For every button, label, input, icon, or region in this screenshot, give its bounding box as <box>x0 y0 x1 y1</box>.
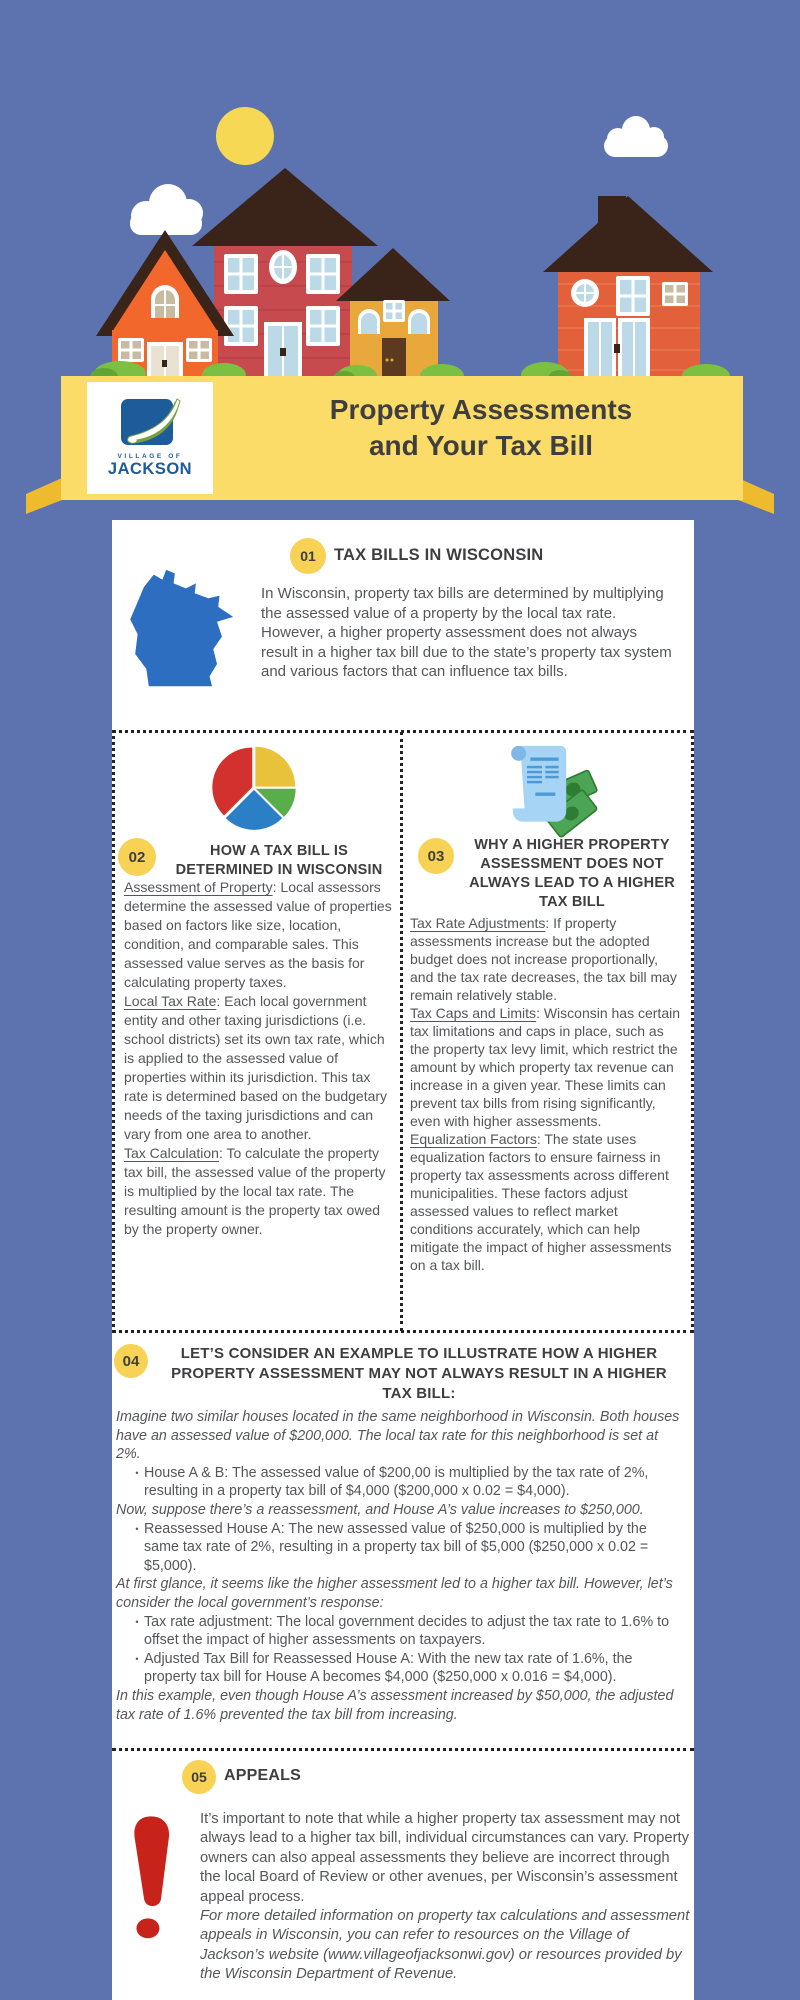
bullet-text: Tax rate adjustment: The local government decides to adjust the tax rate to 1.6% to offset the impact of higher assessments on taxpayers. <box>144 1613 670 1649</box>
tax-document-money-icon <box>502 740 602 840</box>
page-title-line1: Property Assessments <box>329 394 633 425</box>
bullet-text: Reassessed House A: The new assessed value of $250,000 is multiplied by the same tax rate of 2%, resulting in a property tax bill of $5,000 ($250,000 x 0.02 = $5,000). <box>144 1520 649 1574</box>
underlined-term: Assessment of Property <box>124 879 273 895</box>
village-of-jackson-logo <box>87 382 213 494</box>
bullet-item <box>116 1520 682 1576</box>
section-number-badge: 02 <box>118 838 156 876</box>
bullet-text: Adjusted Tax Bill for Reassessed House A: With the new tax rate of 1.6%, the property tax bill for House A becomes $4,000 ($250,000 x 0.016 = $4,000). <box>144 1650 633 1686</box>
narrative-line: At first glance, it seems like the higher assessment led to a higher tax bill. However, let’s consider the local government’s response: <box>116 1576 673 1611</box>
bullet-dot: • <box>135 1467 139 1478</box>
definition-item: Local Tax Rate: Each local government entity and other taxing jurisdictions (i.e. school districts) set its own tax rate, which is applied to the assessed value of properties within its jurisdiction. This tax rate is determined based on the budgetary needs of the taxing jurisdictions and can vary from one area to another. <box>124 993 388 1142</box>
section1-title: TAX BILLS IN WISCONSIN <box>334 546 544 564</box>
pie-chart-icon <box>208 742 300 834</box>
definition-item: Assessment of Property: Local assessors determine the assessed value of properties based on factors like size, location, condition, and comparable sales. This assessed value serves as the basis for calculating property taxes. <box>124 879 392 990</box>
underlined-term: Tax Rate Adjustments <box>410 915 546 931</box>
section4-body <box>116 1408 682 1724</box>
section3-body <box>410 914 682 1274</box>
definition-item: Equalization Factors: The state uses equalization factors to ensure fairness in property tax assessments across different municipalities. These factors adjust assessed values to reflect market conditions accurately, which can help mitigate the impact of higher assessments on a tax bill. <box>410 1131 672 1273</box>
logo-village-of-text: VILLAGE OF <box>117 452 183 460</box>
cloud-icon <box>130 184 203 235</box>
bullet-item <box>116 1613 682 1650</box>
section3-title: WHY A HIGHER PROPERTY ASSESSMENT DOES NOT ALWAYS LEAD TO A HIGHER TAX BILL <box>469 837 675 910</box>
section5-body <box>200 1810 690 1985</box>
section2-body <box>124 878 392 1239</box>
bullet-dot: • <box>135 1653 139 1664</box>
narrative-line: Imagine two similar houses located in the same neighborhood in Wisconsin. Both houses have an assessed value of $200,000. The local tax rate for this neighborhood is set at 2%. <box>116 1409 680 1463</box>
bullet-dot: • <box>135 1616 139 1627</box>
section-number-badge: 03 <box>418 838 454 874</box>
bullet-dot: • <box>135 1523 139 1534</box>
section-number-badge: 01 <box>290 538 326 574</box>
dotted-separator <box>112 1748 694 1751</box>
yellow-house <box>336 248 450 380</box>
bullet-item <box>116 1464 682 1501</box>
narrative-line: In this example, even though House A’s assessment increased by $50,000, the adjusted tax rate of 1.6% prevented the tax bill from increasing. <box>116 1687 674 1723</box>
section4-title: LET’S CONSIDER AN EXAMPLE TO ILLUSTRATE HOW A HIGHER PROPERTY ASSESSMENT MAY NOT ALWAYS RESULT IN A HIGHER TAX BILL: <box>171 1345 667 1402</box>
definition-item: Tax Rate Adjustments: If property assessments increase but the adopted budget does not increase proportionally, and the tax rate decreases, the tax bill may remain relatively stable. <box>410 915 677 1003</box>
brick-house <box>543 196 713 380</box>
narrative-line: Now, suppose there’s a reassessment, and House A’s value increases to $250,000. <box>116 1501 644 1518</box>
underlined-term: Tax Calculation <box>124 1145 219 1161</box>
underlined-term: Tax Caps and Limits <box>410 1005 537 1021</box>
underlined-term: Equalization Factors <box>410 1131 537 1147</box>
title-banner <box>61 376 743 500</box>
content-card <box>112 520 694 2000</box>
section5-italic-note: For more detailed information on property tax calculations and assessment appeals in Wisconsin, you can refer to resources on the Village of Jackson’s website (www.villageofjacksonwi.gov) or resources provided by the Wisconsin Department of Revenue. <box>200 1908 690 1983</box>
definition-item: Tax Calculation: To calculate the property tax bill, the assessed value of the property is multiplied by the local tax rate. The resulting amount is the property tax owed by the property owner. <box>124 1145 386 1237</box>
logo-jackson-text: JACKSON <box>107 459 193 478</box>
bullet-text: House A & B: The assessed value of $200,00 is multiplied by the tax rate of 2%, resulting in a property tax bill of $4,000 ($200,000 x 0.02 = $4,000). <box>144 1464 649 1500</box>
page-title <box>231 392 731 464</box>
jackson-logo-icon <box>117 398 183 450</box>
sun-icon <box>216 107 274 165</box>
houses-illustration <box>0 0 800 380</box>
page-title-line2: and Your Tax Bill <box>368 430 594 461</box>
section5-title: APPEALS <box>224 1767 301 1784</box>
section2-title: HOW A TAX BILL IS DETERMINED IN WISCONSIN <box>175 843 383 878</box>
definition-item: Tax Caps and Limits: Wisconsin has certain tax limitations and caps in place, such as the property tax levy limit, which restrict the amount by which property tax revenue can increase in a given year. These limits can prevent tax bills from rising significantly, even with higher assessments. <box>410 1005 681 1129</box>
dotted-divider <box>400 732 403 1331</box>
section-number-badge: 04 <box>114 1344 148 1378</box>
wisconsin-map-icon <box>124 550 248 706</box>
orange-house <box>96 230 234 380</box>
cloud-icon <box>604 116 668 157</box>
bullet-item <box>116 1650 682 1687</box>
exclamation-icon <box>128 1814 174 1946</box>
underlined-term: Local Tax Rate <box>124 993 217 1009</box>
section5-paragraph: It’s important to note that while a higher property tax assessment may not always lead to a higher tax bill, individual circumstances can vary. Property owners can also appeal assessments they believe are incorrect through the local Board of Review or other avenues, per Wisconsin’s assessment appeal process. <box>200 1811 690 1905</box>
section-number-badge: 05 <box>182 1760 216 1794</box>
section1-body: In Wisconsin, property tax bills are determined by multiplying the assessed value of a property by the local tax rate. However, a higher property assessment does not always result in a higher tax bill due to the state’s property tax system and various factors that can influence tax bills. <box>261 585 672 680</box>
